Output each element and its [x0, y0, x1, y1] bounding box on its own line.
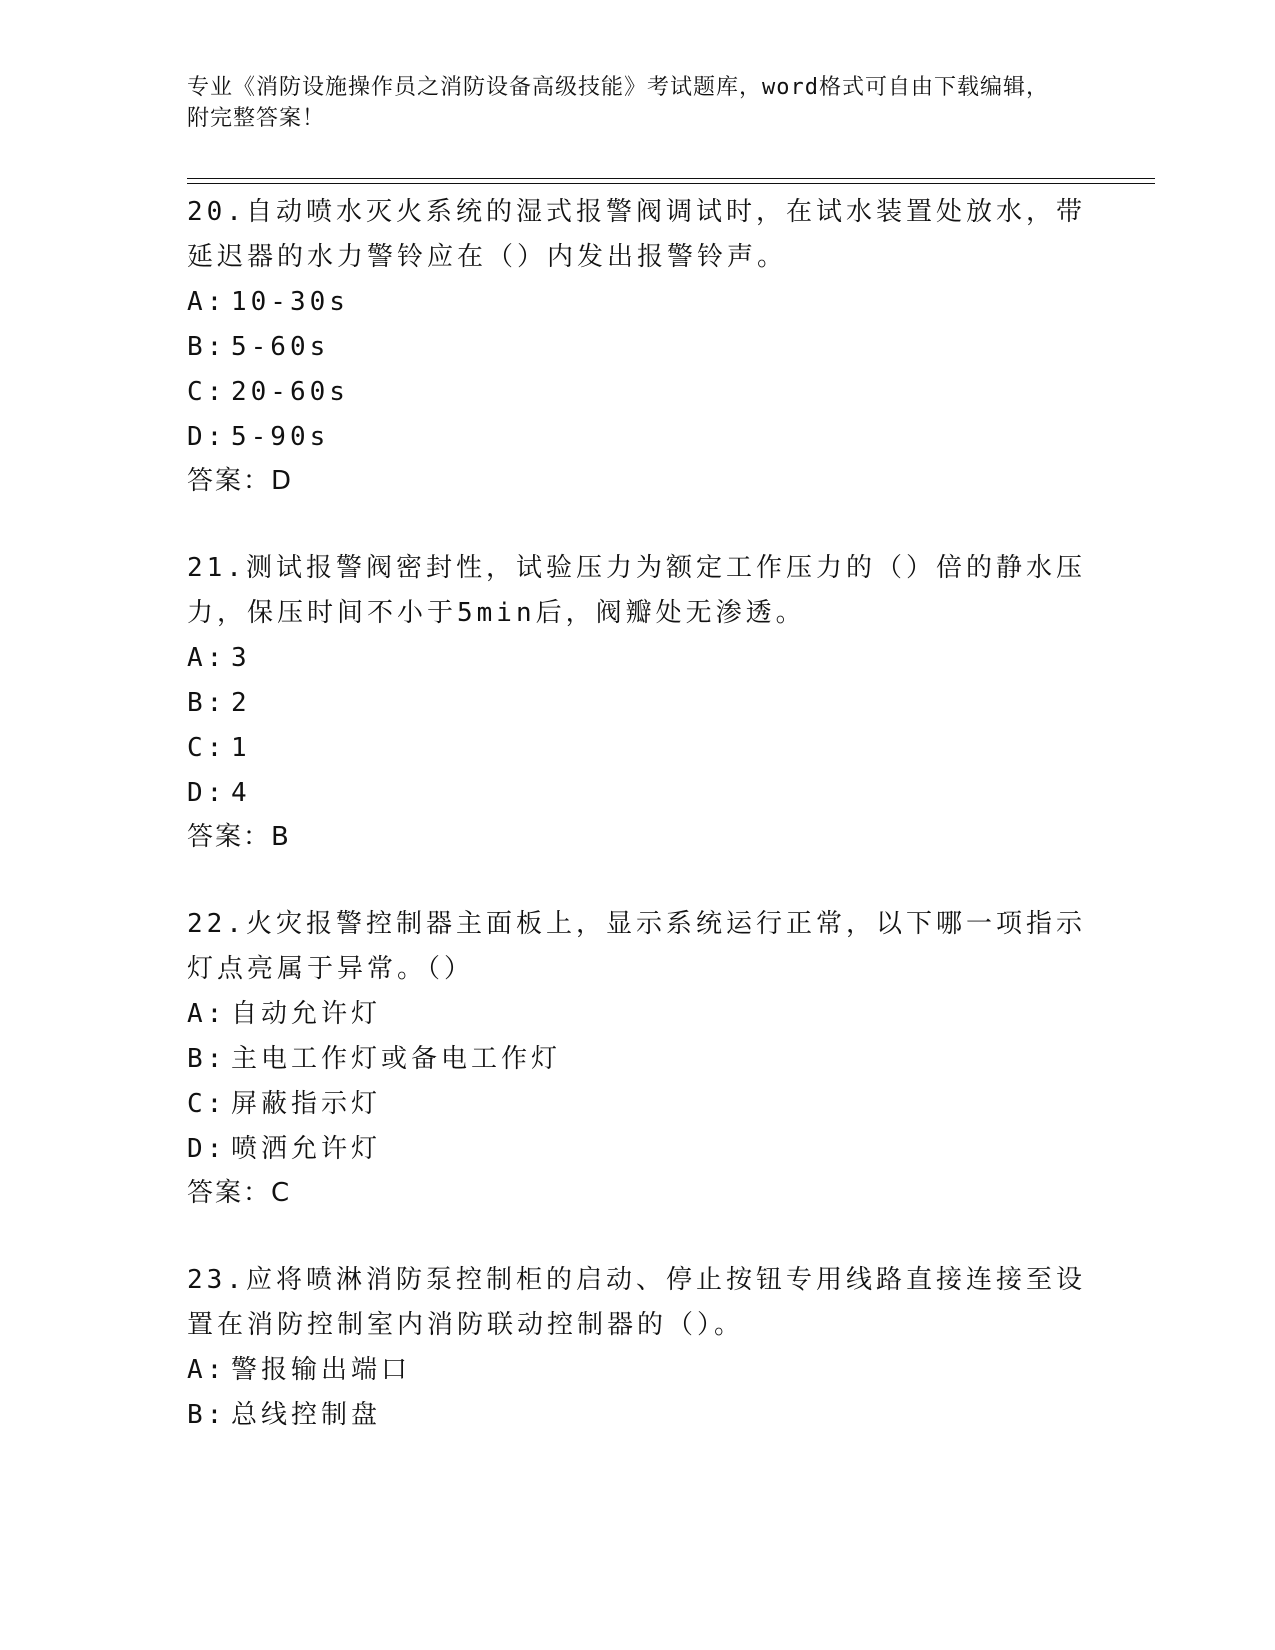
- option-letter: A:: [187, 287, 227, 317]
- question-list: [187, 190, 1087, 1482]
- option-d: [187, 1127, 1087, 1172]
- option-text: 主电工作灯或备电工作灯: [231, 1044, 562, 1074]
- question-item: [187, 1258, 1087, 1438]
- header-divider-top: [187, 178, 1155, 179]
- option-d: [187, 415, 1087, 460]
- option-letter: B:: [187, 688, 227, 718]
- option-letter: B:: [187, 1400, 227, 1430]
- question-item: [187, 902, 1087, 1214]
- option-a: [187, 636, 1087, 681]
- option-letter: C:: [187, 733, 227, 763]
- option-a: [187, 280, 1087, 325]
- option-b: [187, 1393, 1087, 1438]
- option-text: 屏蔽指示灯: [231, 1089, 382, 1119]
- option-a: [187, 1348, 1087, 1393]
- option-b: [187, 681, 1087, 726]
- option-c: [187, 1082, 1087, 1127]
- option-b: [187, 325, 1087, 370]
- question-stem: 21.测试报警阀密封性，试验压力为额定工作压力的（）倍的静水压力，保压时间不小于5min后，阀瓣处无渗透。: [187, 553, 1086, 628]
- option-text: 总线控制盘: [231, 1400, 382, 1430]
- option-text: 自动允许灯: [231, 999, 382, 1029]
- option-letter: A:: [187, 999, 227, 1029]
- option-c: [187, 370, 1087, 415]
- answer-line: 答案：C: [187, 1178, 292, 1208]
- question-item: [187, 190, 1087, 502]
- option-d: [187, 771, 1087, 816]
- question-item: [187, 546, 1087, 858]
- option-text: 5-90s: [231, 422, 330, 452]
- option-text: 3: [231, 643, 251, 673]
- option-letter: D:: [187, 1134, 227, 1164]
- option-text: 2: [231, 688, 251, 718]
- answer-line: 答案：D: [187, 466, 294, 496]
- question-stem: 20.自动喷水灭火系统的湿式报警阀调试时，在试水装置处放水，带延迟器的水力警铃应在（）内发出报警铃声。: [187, 197, 1086, 272]
- option-letter: A:: [187, 1355, 227, 1385]
- option-letter: D:: [187, 778, 227, 808]
- option-c: [187, 726, 1087, 771]
- option-letter: B:: [187, 332, 227, 362]
- option-text: 10-30s: [231, 287, 349, 317]
- option-text: 20-60s: [231, 377, 349, 407]
- option-b: [187, 1037, 1087, 1082]
- option-letter: D:: [187, 422, 227, 452]
- option-a: [187, 992, 1087, 1037]
- question-stem: 23.应将喷淋消防泵控制柜的启动、停止按钮专用线路直接连接至设置在消防控制室内消防联动控制器的（）。: [187, 1265, 1086, 1340]
- option-letter: B:: [187, 1044, 227, 1074]
- option-text: 4: [231, 778, 251, 808]
- answer-line: 答案：B: [187, 822, 291, 852]
- option-letter: C:: [187, 377, 227, 407]
- option-text: 5-60s: [231, 332, 330, 362]
- option-letter: C:: [187, 1089, 227, 1119]
- question-stem: 22.火灾报警控制器主面板上，显示系统运行正常，以下哪一项指示灯点亮属于异常。（）: [187, 909, 1086, 984]
- option-text: 警报输出端口: [231, 1355, 412, 1385]
- option-text: 1: [231, 733, 251, 763]
- header-divider-bottom: [187, 183, 1155, 184]
- option-letter: A:: [187, 643, 227, 673]
- document-header: 专业《消防设施操作员之消防设备高级技能》考试题库，word格式可自由下载编辑，附完整答案！: [187, 75, 1049, 131]
- option-text: 喷洒允许灯: [231, 1134, 382, 1164]
